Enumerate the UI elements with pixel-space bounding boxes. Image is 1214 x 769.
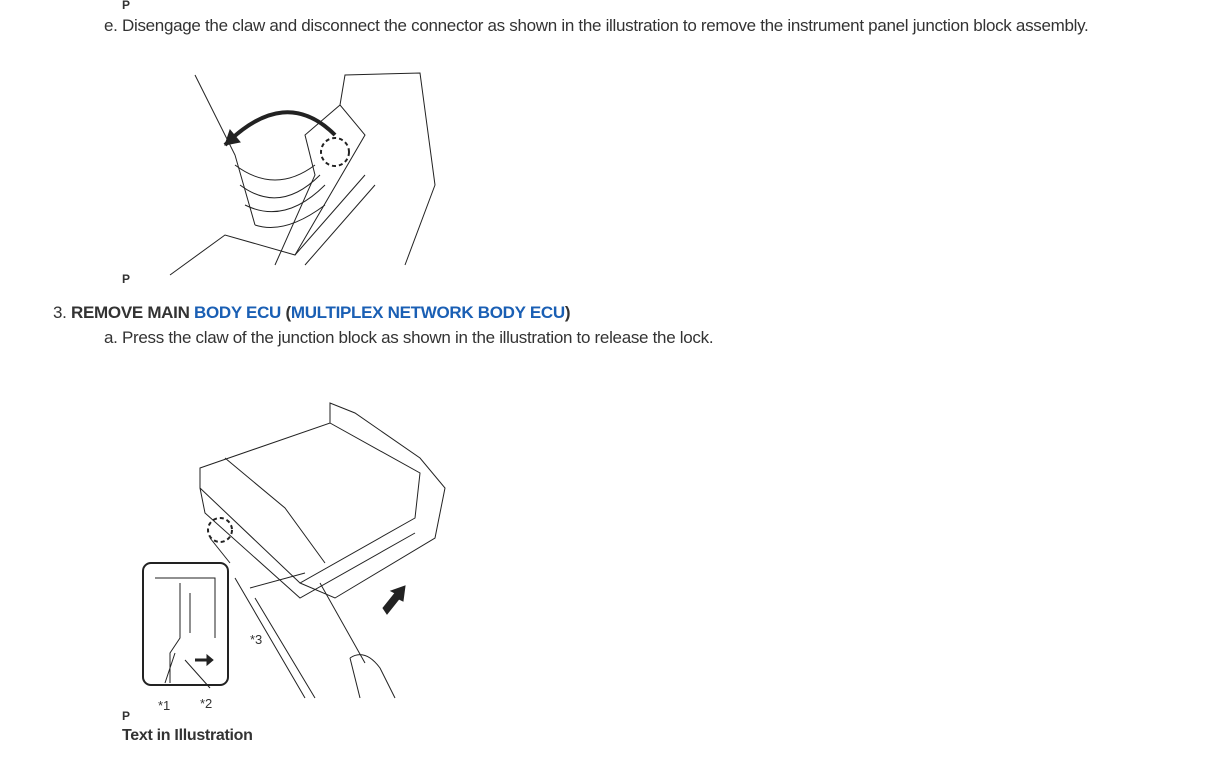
figure-label-bottom: P [122,709,131,723]
section-3-heading [53,303,570,323]
illustration-press-claw [135,398,465,718]
step-e-text: e. Disengage the claw and disconnect the connector as shown in the illustration to remove the instrument panel junction block assembly. [104,16,1089,35]
step-a-text: a. Press the claw of the junction block as shown in the illustration to release the lock. [104,328,714,347]
text-in-illustration-heading: Text in Illustration [122,727,253,744]
body-ecu-link[interactable]: BODY ECU [194,303,282,322]
label-2: *2 [200,696,213,711]
multiplex-network-body-ecu-link[interactable]: MULTIPLEX NETWORK BODY ECU [290,303,565,322]
label-1: *1 [158,698,171,713]
figure-label-top: P [122,0,131,12]
section-number: 3. [53,303,67,322]
illustration-junction-block-removal [165,65,445,285]
paren-close: ) [564,303,571,322]
label-3: *3 [250,632,263,647]
paren-open: ( [285,303,291,322]
section-title-prefix: REMOVE MAIN [71,303,190,322]
figure-label: P [122,272,131,286]
